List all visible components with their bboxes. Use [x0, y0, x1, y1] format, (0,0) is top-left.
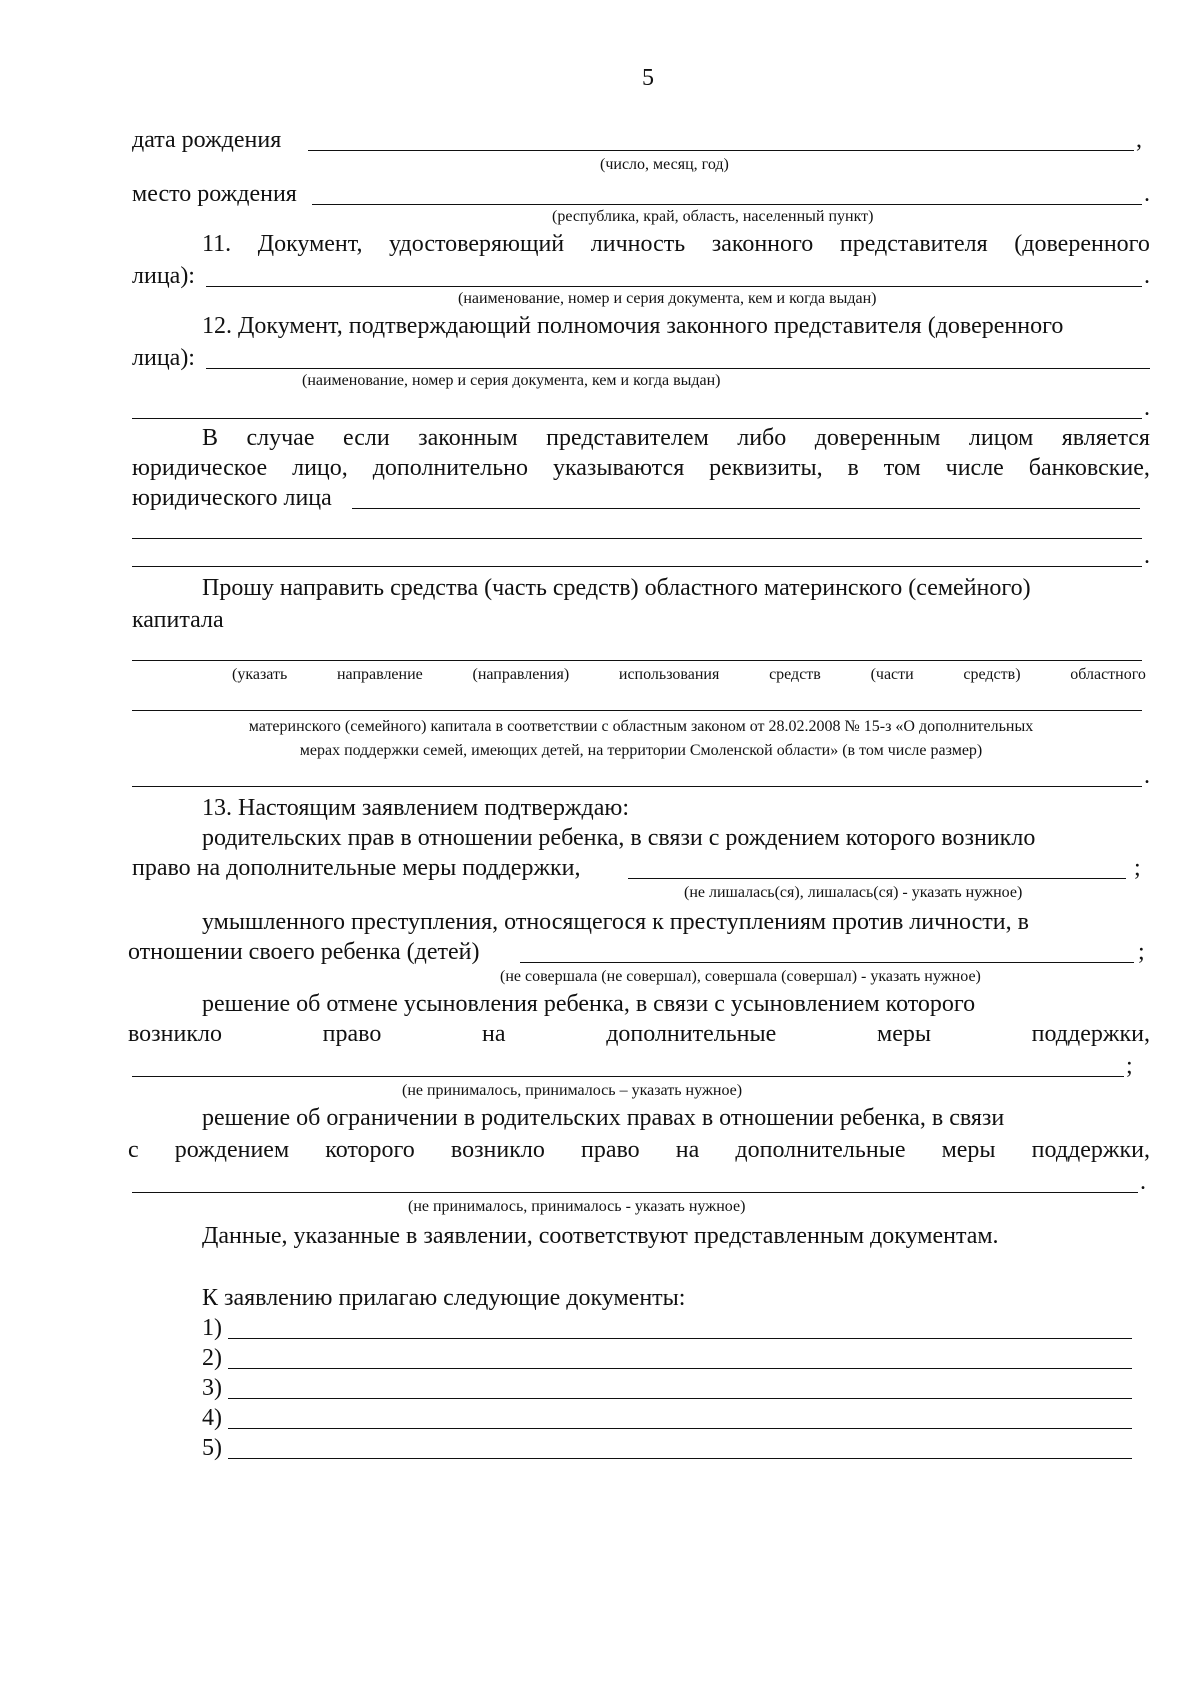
item11-end: .: [1144, 263, 1150, 289]
word: с: [128, 1137, 139, 1163]
item12-hint: (наименование, номер и серия документа, кем и когда выдан): [302, 372, 721, 389]
word: дополнительные: [606, 1021, 777, 1047]
word: на: [675, 1137, 700, 1163]
word: меры: [941, 1137, 996, 1163]
request-end: .: [1144, 763, 1150, 789]
request-hint3: мерах поддержки семей, имеющих детей, на территории Смоленской области» (в том числе размер): [299, 742, 983, 759]
word: дополнительные: [735, 1137, 906, 1163]
page-number: 5: [642, 65, 654, 91]
attachment-field-5[interactable]: [228, 1458, 1132, 1459]
word: реквизиты,: [709, 455, 823, 481]
word: которого: [325, 1137, 415, 1163]
item13-a-line1: родительских прав в отношении ребенка, в связи с рождением которого возникло: [202, 825, 1036, 851]
birth-date-end: ,: [1136, 127, 1142, 153]
word: является: [1061, 425, 1150, 451]
item13-c-hint: (не принималось, принималось – указать нужное): [402, 1082, 743, 1099]
word: банковские,: [1028, 455, 1150, 481]
item13-d-end: .: [1140, 1169, 1146, 1195]
item13-c-field[interactable]: [132, 1076, 1124, 1077]
item13-d-line2: [128, 1136, 1150, 1164]
item13-b-line2: отношении своего ребенка (детей): [128, 939, 480, 965]
word: средств): [963, 666, 1021, 683]
attachment-number-4: 4): [202, 1405, 222, 1431]
word: (доверенного: [1014, 231, 1150, 257]
legal-details-field-3[interactable]: [132, 566, 1142, 567]
item13-b-line1: умышленного преступления, относящегося к преступлениям против личности, в: [202, 909, 1029, 935]
word: (указать: [232, 666, 288, 683]
word: лицо,: [292, 455, 348, 481]
word: юридическое: [132, 455, 268, 481]
item13-a-end: ;: [1134, 855, 1141, 881]
word: в: [847, 455, 859, 481]
item13-d-line1: решение об ограничении в родительских правах в отношении ребенка, в связи: [202, 1105, 1005, 1131]
item13-c-end: ;: [1126, 1053, 1133, 1079]
item13-d-field[interactable]: [132, 1192, 1138, 1193]
item11-label: лица):: [132, 263, 195, 289]
attachment-number-2: 2): [202, 1345, 222, 1371]
request-hint1: [232, 666, 1146, 684]
word: средств: [769, 666, 821, 683]
item13-a-hint: (не лишалась(ся), лишалась(ся) - указать нужное): [684, 884, 1023, 901]
attachment-field-4[interactable]: [228, 1428, 1132, 1429]
word: В: [202, 425, 219, 451]
birth-place-label: место рождения: [132, 181, 297, 207]
item11-document-field[interactable]: [206, 286, 1142, 287]
legal-details-field-2[interactable]: [132, 538, 1142, 539]
word: возникло: [128, 1021, 222, 1047]
word: законного: [711, 231, 814, 257]
item13-c-line2: [128, 1020, 1150, 1048]
item13-c-line1: решение об отмене усыновления ребенка, в связи с усыновлением которого: [202, 991, 976, 1017]
request-line1: Прошу направить средства (часть средств) областного материнского (семейного): [202, 575, 1031, 601]
birth-place-hint: (республика, край, область, населенный пункт): [552, 208, 874, 225]
item12-document-field[interactable]: [206, 368, 1150, 369]
item13-d-hint: (не принималось, принималось - указать нужное): [408, 1198, 746, 1215]
word: использования: [618, 666, 720, 683]
attachment-field-2[interactable]: [228, 1368, 1132, 1369]
word: поддержки,: [1031, 1137, 1150, 1163]
birth-place-end: .: [1144, 181, 1150, 207]
birth-date-label: дата рождения: [132, 127, 282, 153]
item11-line1: [202, 230, 1150, 258]
attachments-heading: К заявлению прилагаю следующие документы:: [202, 1285, 686, 1311]
item12-line1: 12. Документ, подтверждающий полномочия законного представителя (доверенного: [202, 313, 1064, 339]
legal-line3-label: юридического лица: [132, 485, 332, 511]
item11-hint: (наименование, номер и серия документа, кем и когда выдан): [458, 290, 877, 307]
word: либо: [737, 425, 787, 451]
word: случае: [246, 425, 315, 451]
request-line2: капитала: [132, 607, 224, 633]
item13-b-field[interactable]: [520, 962, 1134, 963]
birth-date-field[interactable]: [308, 150, 1134, 151]
word: право: [581, 1137, 640, 1163]
attachment-number-1: 1): [202, 1315, 222, 1341]
item13-b-hint: (не совершала (не совершал), совершала (совершал) - указать нужное): [500, 968, 981, 985]
word: числе: [945, 455, 1004, 481]
word: право: [322, 1021, 382, 1047]
word: удостоверяющий: [389, 231, 565, 257]
word: возникло: [450, 1137, 545, 1163]
legal-end: .: [1144, 543, 1150, 569]
word: лицом: [968, 425, 1034, 451]
item13-a-field[interactable]: [628, 878, 1126, 879]
word: меры: [877, 1021, 931, 1047]
attachment-field-3[interactable]: [228, 1398, 1132, 1399]
word: представителем: [546, 425, 709, 451]
item13-heading: 13. Настоящим заявлением подтверждаю:: [202, 795, 629, 821]
word: рождением: [174, 1137, 290, 1163]
word: Документ,: [257, 231, 363, 257]
word: 11.: [202, 231, 232, 257]
request-direction-field-3[interactable]: [132, 786, 1142, 787]
word: областного: [1070, 666, 1146, 683]
item12-label: лица):: [132, 345, 195, 371]
word: (направления): [472, 666, 570, 683]
attachment-number-5: 5): [202, 1435, 222, 1461]
item13-b-end: ;: [1138, 939, 1145, 965]
word: представителя: [839, 231, 988, 257]
confirm-text: Данные, указанные в заявлении, соответствуют представленным документам.: [202, 1223, 999, 1249]
word: законным: [418, 425, 518, 451]
item12-document-field-2[interactable]: [132, 418, 1142, 419]
request-hint2: материнского (семейного) капитала в соответствии с областным законом от 28.02.2008 № 15-з «О дополнительных: [248, 718, 1034, 735]
item12-end: .: [1144, 395, 1150, 421]
request-direction-field-1[interactable]: [132, 660, 1142, 661]
word: направление: [336, 666, 423, 683]
request-direction-field-2[interactable]: [132, 710, 1142, 711]
word: указываются: [552, 455, 685, 481]
word: том: [883, 455, 921, 481]
word: если: [342, 425, 390, 451]
birth-place-field[interactable]: [312, 204, 1142, 205]
word: на: [482, 1021, 506, 1047]
attachment-number-3: 3): [202, 1375, 222, 1401]
word: личность: [590, 231, 686, 257]
legal-line1: [202, 424, 1150, 452]
legal-line2: [132, 454, 1150, 482]
legal-details-field-1[interactable]: [352, 508, 1140, 509]
word: поддержки,: [1031, 1021, 1150, 1047]
attachment-field-1[interactable]: [228, 1338, 1132, 1339]
word: (части: [870, 666, 914, 683]
word: дополнительно: [372, 455, 529, 481]
item13-a-line2: право на дополнительные меры поддержки,: [132, 855, 581, 881]
birth-date-hint: (число, месяц, год): [600, 156, 729, 173]
word: доверенным: [814, 425, 941, 451]
